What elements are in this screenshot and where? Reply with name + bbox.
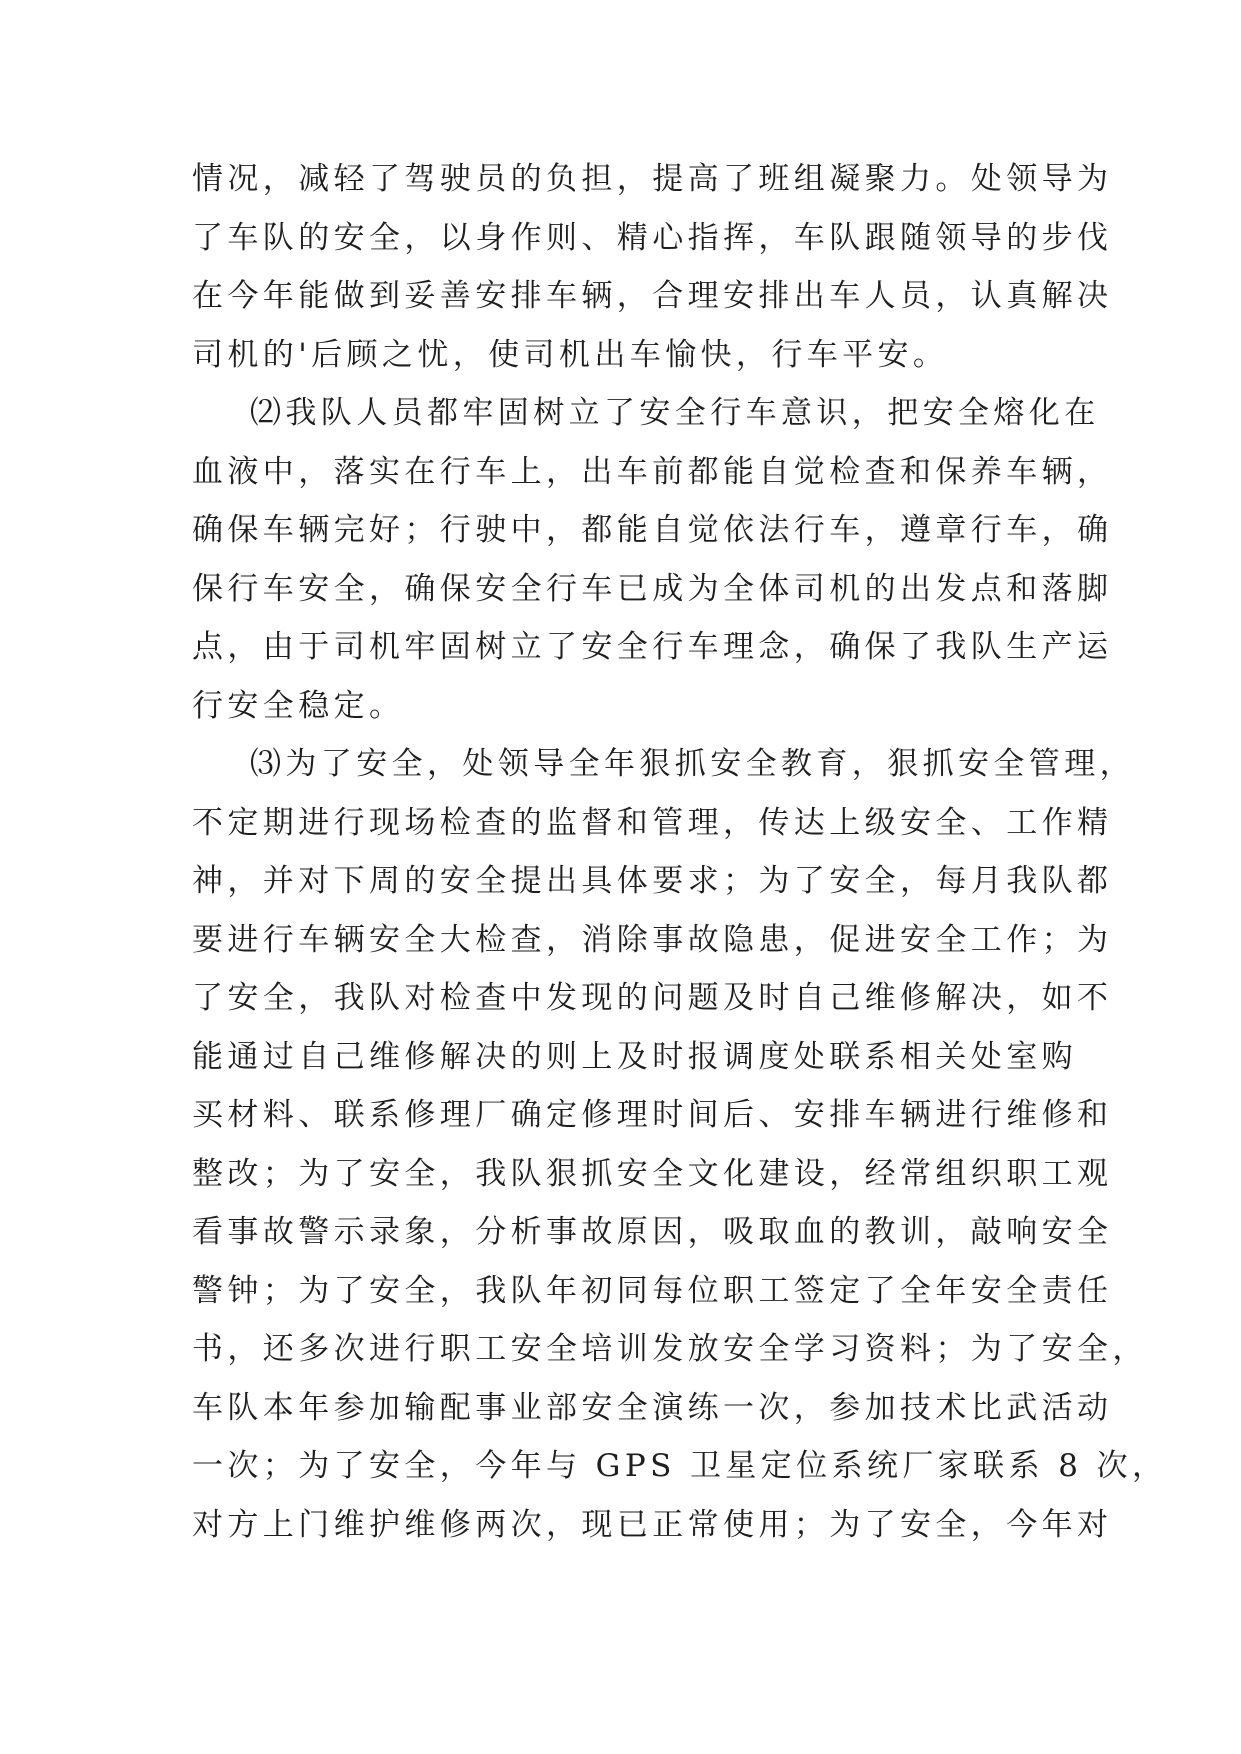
text-line: 警钟；为了安全，我队年初同每位职工签定了全年安全责任: [192, 1272, 1113, 1309]
text-line: 车队本年参加输配事业部安全演练一次，参加技术比武活动: [192, 1389, 1113, 1426]
text-line: 看事故警示录象，分析事故原因，吸取血的教训，敲响安全: [192, 1214, 1113, 1250]
text-line: 书，还多次进行职工安全培训发放安全学习资料；为了安全，: [192, 1331, 1148, 1367]
text-line: 神，并对下周的安全提出具体要求；为了安全，每月我队都: [192, 863, 1113, 899]
text-line: 血液中，落实在行车上，出车前都能自觉检查和保养车辆，: [192, 453, 1113, 490]
text-line: 不定期进行现场检查的监督和管理，传达上级安全、工作精: [192, 804, 1113, 841]
text-line: 对方上门维护维修两次，现已正常使用；为了安全，今年对: [192, 1506, 1113, 1543]
text-line: 行安全稳定。: [192, 687, 405, 724]
paragraph-2-first-line: ⑵我队人员都牢固树立了安全行车意识，把安全熔化在: [250, 395, 1100, 431]
text-line: 买材料、联系修理厂确定修理时间后、安排车辆进行维修和: [192, 1097, 1113, 1133]
text-line: 能通过自己维修解决的则上及时报调度处联系相关处室购: [192, 1038, 1077, 1075]
text-line: 整改；为了安全，我队狠抓安全文化建设，经常组织职工观: [192, 1155, 1113, 1192]
text-line: 要进行车辆安全大检查，消除事故隐患，促进安全工作；为: [192, 921, 1113, 958]
text-line: 一次；为了安全，今年与 GPS 卫星定位系统厂家联系 8 次，: [192, 1448, 1168, 1484]
text-line: 在今年能做到妥善安排车辆，合理安排出车人员，认真解决: [192, 278, 1113, 314]
text-line: 点，由于司机牢固树立了安全行车理念，确保了我队生产运: [192, 629, 1113, 665]
body-text: [192, 150, 1168, 1554]
text-line: 保行车安全，确保安全行车已成为全体司机的出发点和落脚: [192, 570, 1113, 607]
text-line: 情况，减轻了驾驶员的负担，提高了班组凝聚力。处领导为: [192, 161, 1113, 197]
text-line: 确保车辆完好；行驶中，都能自觉依法行车，遵章行车，确: [192, 512, 1113, 548]
text-line: 司机的'后顾之忧，使司机出车愉快，行车平安。: [192, 336, 949, 373]
text-line: 了安全，我队对检查中发现的问题及时自己维修解决，如不: [192, 980, 1113, 1016]
text-line: 了车队的安全，以身作则、精心指挥，车队跟随领导的步伐: [192, 219, 1113, 256]
paragraph-3-first-line: ⑶为了安全，处领导全年狠抓安全教育，狠抓安全管理，: [250, 746, 1135, 782]
